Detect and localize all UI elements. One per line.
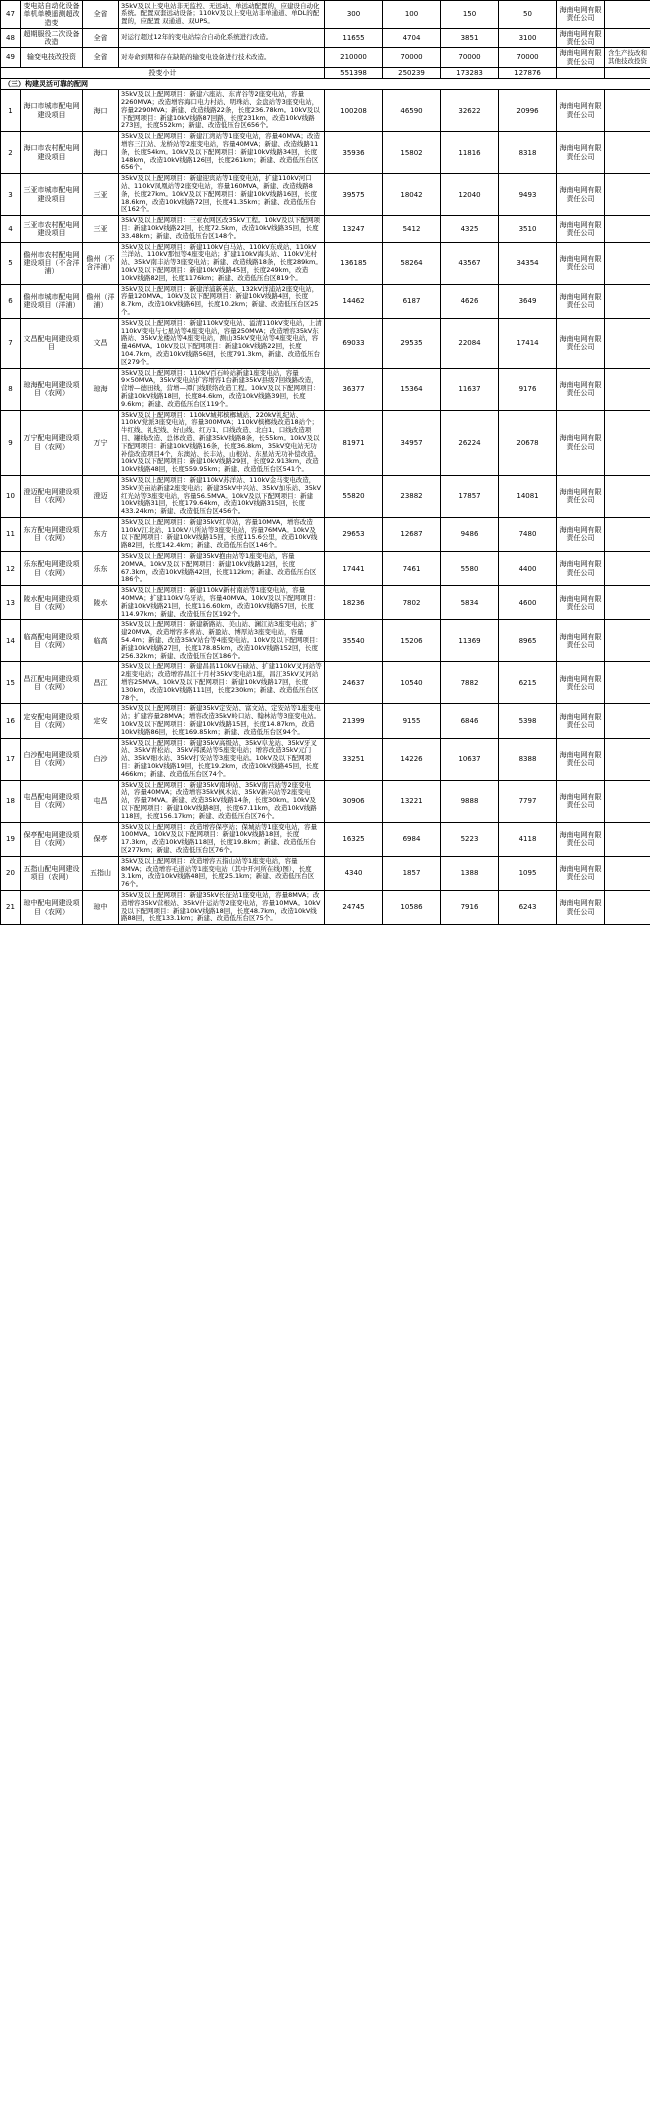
investment-year-1: 15802: [383, 132, 441, 174]
investment-total: 18236: [325, 586, 383, 620]
investment-total: 35540: [325, 620, 383, 662]
row-note: [605, 586, 650, 620]
row-index: 8: [1, 368, 21, 410]
project-location: 屯昌: [83, 780, 119, 822]
investment-total: 11655: [325, 28, 383, 48]
investment-total: 14462: [325, 284, 383, 318]
investment-year-3: 6215: [499, 662, 557, 704]
project-description: 35kV及以上配网项目：新建洋浦新英站、132kV洋浦站2座变电站，容量120MVA。10kV及以下配网项目：新建10kV线路4回，长度8.7km，改造10kV线路6回，长度10.2km；新建、改造低压台区25个。: [119, 284, 325, 318]
row-note: [605, 368, 650, 410]
investment-year-3: 8965: [499, 620, 557, 662]
table-row: [1, 586, 650, 620]
build-unit: 海南电网有限责任公司: [557, 132, 605, 174]
project-description: 35kV及以上配网项目：新建110kV变电站、溢清110kV变电站，上清110kV变电与七星站等4座变电站，容量250MVA；改造增容35kV东路站、35kV龙楼站等4座变电站，测山35kV变电站等4座变电站，容量46MVA。10kV及以下配网项目：新建10kV线路22回，长度104.7km，改造10kV线路56回，长度791.3km，新建、改造低压台区279个。: [119, 318, 325, 368]
project-name: 保亭配电网建设项目（农网）: [21, 822, 83, 856]
row-note: [605, 1, 650, 29]
table-row: [1, 410, 650, 475]
row-note: [605, 704, 650, 738]
investment-total: 210000: [325, 48, 383, 68]
investment-total: 24745: [325, 890, 383, 924]
table-row: [1, 1, 650, 29]
row-index: 6: [1, 284, 21, 318]
investment-year-1: 15206: [383, 620, 441, 662]
build-unit: 海南电网有限责任公司: [557, 780, 605, 822]
row-note: [605, 662, 650, 704]
investment-year-3: 1095: [499, 856, 557, 890]
investment-year-2: 9486: [441, 517, 499, 551]
investment-year-3: 14081: [499, 475, 557, 517]
project-location: 昌江: [83, 662, 119, 704]
table-row: [1, 48, 650, 68]
project-description: 35kV及以上配网项目：新建新路站、美山站、澜江站3座变电站；扩建20MVA，改造增容多喜站、新盈站、博厚站3座变电站，容量54.4m；新建、改造35kV站台等4座变电站。10kV及以下配网项目：新建10kV线路27回，长度178.85km，改造10kV线路152回，长度256.32km；新建、改造低压台区186个。: [119, 620, 325, 662]
build-unit: 海南电网有限责任公司: [557, 662, 605, 704]
investment-year-3: 6243: [499, 890, 557, 924]
row-note: [605, 856, 650, 890]
investment-year-3: 3649: [499, 284, 557, 318]
project-description: 35kV及以上配网项目：新建昌昌110kV石碌站、扩建110kV叉河站等2座变电站；改造增容昌江十月村35kV变电站1座，昌江35kV叉河站增容25MVA。10kV及以下配网项目：新建10kV线路17回，长度130km，改造10kV线路111回，长度230km；新建、改造低压台区78个。: [119, 662, 325, 704]
project-location: 琼海: [83, 368, 119, 410]
row-note: [605, 620, 650, 662]
project-description: 35kV及以上配网项目：新建江湾站等1座变电站，容量40MVA；改造增容三江站、龙桥站等2座变电站，容量40MVA；新建、改造线路11条，长度54km。10kV及以下配网项目：新建10kV线路34回，长度148km，改造10kV线路126回，长度261km；新建、改造低压台区656个。: [119, 132, 325, 174]
investment-year-2: 6846: [441, 704, 499, 738]
row-index: 9: [1, 410, 21, 475]
investment-year-1: 15364: [383, 368, 441, 410]
investment-total: 13247: [325, 216, 383, 242]
build-unit: 海南电网有限责任公司: [557, 410, 605, 475]
subtotal-value: 173283: [441, 67, 499, 78]
investment-year-2: 7916: [441, 890, 499, 924]
project-location: 万宁: [83, 410, 119, 475]
row-index: 21: [1, 890, 21, 924]
investment-year-1: 29535: [383, 318, 441, 368]
build-unit: 海南电网有限责任公司: [557, 174, 605, 216]
project-description: 35kV及以上配网项目：新建35kV长征站1座变电站，容量8MVA；改造增容35kV营根站、35kV什运站等2座变电站，容量10MVA。10kV及以下配网项目：新建10kV线路18回，长度48.7km，改造10kV线路88回，长度133.1km；新建、改造低压台区75个。: [119, 890, 325, 924]
row-note: [605, 90, 650, 132]
project-name: 儋州市农村配电网建设项目（不含洋浦）: [21, 242, 83, 284]
project-location: 海口: [83, 90, 119, 132]
investment-year-1: 14226: [383, 738, 441, 780]
investment-year-2: 43567: [441, 242, 499, 284]
project-description: 对运行超过12年的变电站综合自动化系统进行改造。: [119, 28, 325, 48]
row-note: [605, 318, 650, 368]
investment-year-2: 1388: [441, 856, 499, 890]
project-name: 儋州市城市配电网建设项目（洋浦）: [21, 284, 83, 318]
build-unit: 海南电网有限责任公司: [557, 475, 605, 517]
table-row: [1, 517, 650, 551]
project-description: 35kV及以上配网项目：三亚农网区改35kV工程。10kV及以下配网项目：新建10kV线路22回，长度72.5km，改造10kV线路35回，长度33.48km；新建、改造低压台区148个。: [119, 216, 325, 242]
subtotal-value: 250239: [383, 67, 441, 78]
investment-year-2: 5223: [441, 822, 499, 856]
row-note: [605, 552, 650, 586]
table-row: [1, 552, 650, 586]
build-unit: 海南电网有限责任公司: [557, 704, 605, 738]
investment-total: 81971: [325, 410, 383, 475]
table-row: [1, 284, 650, 318]
investment-year-2: 9888: [441, 780, 499, 822]
investment-year-2: 17857: [441, 475, 499, 517]
investment-year-3: 3100: [499, 28, 557, 48]
investment-total: 16325: [325, 822, 383, 856]
build-unit: 海南电网有限责任公司: [557, 48, 605, 68]
row-index: 3: [1, 174, 21, 216]
investment-year-2: 4325: [441, 216, 499, 242]
row-note: [605, 132, 650, 174]
project-location: 澄迈: [83, 475, 119, 517]
row-index: 18: [1, 780, 21, 822]
project-location: 定安: [83, 704, 119, 738]
row-index: 5: [1, 242, 21, 284]
row-note: [605, 890, 650, 924]
project-name: 三亚市农村配电网建设项目: [21, 216, 83, 242]
project-name: 白沙配电网建设项目（农网）: [21, 738, 83, 780]
project-location: 文昌: [83, 318, 119, 368]
project-name: 变电站自动化设备单机单模遥测超改造变: [21, 1, 83, 29]
project-location: 全省: [83, 28, 119, 48]
investment-year-3: 9176: [499, 368, 557, 410]
investment-year-3: 4600: [499, 586, 557, 620]
build-unit: 海南电网有限责任公司: [557, 620, 605, 662]
investment-year-1: 10540: [383, 662, 441, 704]
project-description: 对寿命到期和存在缺陷的输变电设备进行技术改造。: [119, 48, 325, 68]
build-unit: 海南电网有限责任公司: [557, 318, 605, 368]
project-description: 35kV及以上配网项目：新建110kV苏洋站、110kV金马变电改造，35kV美亩站新建2座变电站；新建35kV中兴站、35kV加乐站、35kV红光站等3座变电站，容量56.5MVA。10kV及以下配网项目：新建10kV线路31回，长度179.64km，改造10kV线路315回，长度433.24km；新建、改造低压台区456个。: [119, 475, 325, 517]
row-note: [605, 822, 650, 856]
investment-year-1: 58264: [383, 242, 441, 284]
investment-year-1: 12687: [383, 517, 441, 551]
subtotal-label: 投变小计: [1, 67, 325, 78]
project-description: 35kV及以上配网项目：新建35kV抱由站等1座变电站，容量20MVA。10kV及以下配网项目：新建10kV线路12回，长度67.3km，改造10kV线路42回，长度112km；新建、改造低压台区186个。: [119, 552, 325, 586]
project-description: 35kV及以上配网项目：新建110kV新村南站等1座变电站，容量40MVA；扩建110kV乌牙站，容量40MVA。10kV及以下配网项目：新建10kV线路21回，长度116.60km，改造10kV线路57回，长度114.97km；新建、改造低压台区192个。: [119, 586, 325, 620]
row-index: 13: [1, 586, 21, 620]
investment-year-3: 3510: [499, 216, 557, 242]
project-location: 东方: [83, 517, 119, 551]
investment-year-1: 7461: [383, 552, 441, 586]
investment-year-1: 10586: [383, 890, 441, 924]
project-location: 全省: [83, 48, 119, 68]
project-location: 陵水: [83, 586, 119, 620]
table-row: [1, 28, 650, 48]
investment-year-2: 11816: [441, 132, 499, 174]
row-index: 14: [1, 620, 21, 662]
project-name: 海口市城市配电网建设项目: [21, 90, 83, 132]
project-location: 乐东: [83, 552, 119, 586]
project-description: 35kV及以上配网项目：新建35kV高级站、35kV阜龙站、35kV牙叉站、35kV青松站、35kV邦溪站等5座变电站；增容改造35kV元门站、35kV细水站、35kV打安站等3座变电站。10kV及以下配网项目：新建10kV线路19回，长度19.2km，改造10kV线路45回，长度466km；新建、改造低压台区74个。: [119, 738, 325, 780]
table-row: [1, 704, 650, 738]
project-description: 35kV及以上配网项目：新建35kV红草站，容量10MVA，增容改造110kV江北站、110kV八所站等3座变电站，容量76MVA。10kV及以下配网项目：新建10kV线路15回，长度115.6公里，改造10kV线路82回，长度142.4km；新建、改造低压台区146个。: [119, 517, 325, 551]
project-location: 临高: [83, 620, 119, 662]
investment-total: 35936: [325, 132, 383, 174]
investment-year-1: 5412: [383, 216, 441, 242]
row-note: [605, 410, 650, 475]
investment-year-3: 7797: [499, 780, 557, 822]
table-row: [1, 780, 650, 822]
project-name: 屯昌配电网建设项目（农网）: [21, 780, 83, 822]
investment-year-2: 32622: [441, 90, 499, 132]
investment-total: 21399: [325, 704, 383, 738]
investment-total: 39575: [325, 174, 383, 216]
investment-year-1: 1857: [383, 856, 441, 890]
build-unit: 海南电网有限责任公司: [557, 552, 605, 586]
project-name: 万宁配电网建设项目（农网）: [21, 410, 83, 475]
investment-year-1: 100: [383, 1, 441, 29]
investment-year-3: 8388: [499, 738, 557, 780]
project-description: 35kV及以上配网项目：110kV城邦槟榔城站、220kV礼纪站、110kV党派3座变电站，容量300MVA；110kV槟榔线改造18站个；牛红线、礼纪线、好山线、红万1、口线改造、北白1、口线改造项目、罐线改造、总体改造、新建35kV线路8条，长55km。10kV及以下配网项目：新建10kV线路16条，长度36.8km，35kV变电站无功补偿改造项目4个，东澳站、长丰站、山根站、东星站无功补偿改造。10kV及以下配网项目：新建10kV线路29回，长度92.913km，改造10kV线路48回，长度559.95km；新建、改造低压台区541个。: [119, 410, 325, 475]
project-description: 35kV及以上配网项目：新建迎宾站等1座变电站，扩建110kV河口站、110kV凤凰站等2座变电站，容量160MVA，新建、改造线路8条，长度27km。10kV及以下配网项目：新建10kV线路16回，长度18.6km，改造10kV线路72回，长度41.35km；新建、改造低压台区162个。: [119, 174, 325, 216]
table-body: [1, 1, 650, 925]
table-row: [1, 90, 650, 132]
project-location: 儋州（不含洋浦）: [83, 242, 119, 284]
investment-year-3: 20996: [499, 90, 557, 132]
build-unit: 海南电网有限责任公司: [557, 856, 605, 890]
investment-year-3: 5398: [499, 704, 557, 738]
investment-year-3: 17414: [499, 318, 557, 368]
row-note: [605, 738, 650, 780]
project-name: 琼中配电网建设项目（农网）: [21, 890, 83, 924]
project-name: 昌江配电网建设项目（农网）: [21, 662, 83, 704]
investment-year-3: 4400: [499, 552, 557, 586]
project-description: 35kV及以上配网项目：新建110kV白马站、110kV东成站、110kV兰洋站、110kV那恒等4座变电站；扩建110kV海头站、110kV光村站、35kV南丰站等3座变电站；新建、改造线路18条，长度289km。10kV及以下配网项目：新建10kV线路45回，长度249km，改造10kV线路82回，长度1176km；新建、改造低压台区819个。: [119, 242, 325, 284]
row-index: 7: [1, 318, 21, 368]
row-note: [605, 780, 650, 822]
build-unit: 海南电网有限责任公司: [557, 216, 605, 242]
project-name: 文昌配电网建设项目: [21, 318, 83, 368]
row-note: [605, 242, 650, 284]
project-location: 三亚: [83, 216, 119, 242]
project-location: 保亭: [83, 822, 119, 856]
build-unit: 海南电网有限责任公司: [557, 586, 605, 620]
investment-year-2: 10637: [441, 738, 499, 780]
investment-year-2: 11369: [441, 620, 499, 662]
project-name: 乐东配电网建设项目（农网）: [21, 552, 83, 586]
investment-year-1: 13221: [383, 780, 441, 822]
table-row: [1, 132, 650, 174]
investment-year-1: 23882: [383, 475, 441, 517]
investment-year-2: 70000: [441, 48, 499, 68]
row-index: 4: [1, 216, 21, 242]
investment-year-1: 6187: [383, 284, 441, 318]
table-row: [1, 318, 650, 368]
section-label: （三）构建灵活可靠的配网: [1, 79, 650, 90]
investment-year-1: 6984: [383, 822, 441, 856]
table-row: [1, 662, 650, 704]
investment-year-2: 150: [441, 1, 499, 29]
table-subtotal-row: [1, 67, 650, 78]
build-unit: 海南电网有限责任公司: [557, 822, 605, 856]
row-note: [605, 475, 650, 517]
row-index: 19: [1, 822, 21, 856]
project-location: 全省: [83, 1, 119, 29]
investment-total: 29653: [325, 517, 383, 551]
project-name: 东方配电网建设项目（农网）: [21, 517, 83, 551]
investment-year-1: 9155: [383, 704, 441, 738]
investment-year-1: 7802: [383, 586, 441, 620]
row-index: 1: [1, 90, 21, 132]
project-name: 定安配电网建设项目（农网）: [21, 704, 83, 738]
project-name: 陵水配电网建设项目（农网）: [21, 586, 83, 620]
investment-year-3: 4118: [499, 822, 557, 856]
project-location: 三亚: [83, 174, 119, 216]
row-index: 49: [1, 48, 21, 68]
investment-total: 136185: [325, 242, 383, 284]
project-location: 白沙: [83, 738, 119, 780]
row-index: 47: [1, 1, 21, 29]
project-description: 35kV及以上配网项目：改造增容五指山站等1座变电站，容量8MVA；改造增容毛道站等1座变电站（其中开河所在线)图）、长度3.1km，改造10kV线路48回，长度25.1km；新建、改造低压台区76个。: [119, 856, 325, 890]
investment-year-3: 7480: [499, 517, 557, 551]
row-index: 17: [1, 738, 21, 780]
row-index: 2: [1, 132, 21, 174]
row-index: 48: [1, 28, 21, 48]
investment-year-1: 46590: [383, 90, 441, 132]
table-row: [1, 856, 650, 890]
row-index: 12: [1, 552, 21, 586]
project-name: 三亚市城市配电网建设项目: [21, 174, 83, 216]
table-row: [1, 475, 650, 517]
project-location: 五指山: [83, 856, 119, 890]
spreadsheet-table: [0, 0, 650, 925]
investment-year-2: 3851: [441, 28, 499, 48]
investment-total: 33251: [325, 738, 383, 780]
build-unit: 海南电网有限责任公司: [557, 517, 605, 551]
subtotal-value: 551398: [325, 67, 383, 78]
table-row: [1, 368, 650, 410]
row-index: 10: [1, 475, 21, 517]
project-name: 琼海配电网建设项目（农网）: [21, 368, 83, 410]
investment-year-2: 22084: [441, 318, 499, 368]
investment-total: 69033: [325, 318, 383, 368]
build-unit: 海南电网有限责任公司: [557, 890, 605, 924]
project-location: 海口: [83, 132, 119, 174]
row-note: 含生产技改和其他技改投资: [605, 48, 650, 68]
row-note: [605, 174, 650, 216]
investment-year-2: 5580: [441, 552, 499, 586]
investment-year-2: 7882: [441, 662, 499, 704]
build-unit: 海南电网有限责任公司: [557, 90, 605, 132]
investment-total: 24637: [325, 662, 383, 704]
table-row: [1, 738, 650, 780]
row-index: 16: [1, 704, 21, 738]
project-description: 35kV及以上配网项目：新建六座站、东青谷等2座变电站，容量2260MVA；改造增容海口电力村站、明珠站、金盘站等3座变电站，容量2290MVA；新建、改造线路22条，长度236.78km。10kV及以下配网项目：新建10kV线路87回路，长度231km，改造10kV线路273回，长度552km；新建、改造低压台区656个。: [119, 90, 325, 132]
build-unit: 海南电网有限责任公司: [557, 28, 605, 48]
row-note: [605, 284, 650, 318]
investment-total: 36377: [325, 368, 383, 410]
investment-year-2: 26224: [441, 410, 499, 475]
project-description: 35kV及以上配网项目：改造增容保亭站；保城站等1座变电站，容量100MVA。10kV及以下配网项目：新建10kV线路18回，长度17.3km，改造10kV线路118回，长度19.8km；新建、改造低压台区277km；新建、改造低压台区76个。: [119, 822, 325, 856]
subtotal-unit: [557, 67, 605, 78]
investment-total: 30906: [325, 780, 383, 822]
build-unit: 海南电网有限责任公司: [557, 284, 605, 318]
project-name: 临高配电网建设项目（农网）: [21, 620, 83, 662]
investment-year-3: 9493: [499, 174, 557, 216]
row-index: 20: [1, 856, 21, 890]
investment-year-1: 18042: [383, 174, 441, 216]
project-description: 35kV及以上配网项目：新建35kV南坤站、35kV南吕站等2座变电站，容量40MVA；改造增容35kV枫木站、35kV新兴站等2座变电站，容量7MVA。新建、改造35kV线路14条，长度30km。10kV及以下配网项目：新建10kV线路8回，长度67.11km，改造10kV线路118回，长度156.17km；新建、改造低压台区76个。: [119, 780, 325, 822]
row-index: 11: [1, 517, 21, 551]
build-unit: 海南电网有限责任公司: [557, 738, 605, 780]
table-row: [1, 890, 650, 924]
investment-year-3: 20678: [499, 410, 557, 475]
project-name: 海口市农村配电网建设项目: [21, 132, 83, 174]
investment-year-2: 5834: [441, 586, 499, 620]
row-note: [605, 28, 650, 48]
investment-year-3: 34354: [499, 242, 557, 284]
build-unit: 海南电网有限责任公司: [557, 368, 605, 410]
investment-year-3: 8318: [499, 132, 557, 174]
build-unit: 海南电网有限责任公司: [557, 1, 605, 29]
subtotal-value: 127876: [499, 67, 557, 78]
investment-year-2: 12040: [441, 174, 499, 216]
investment-total: 55820: [325, 475, 383, 517]
table-row: [1, 174, 650, 216]
investment-year-1: 34957: [383, 410, 441, 475]
table-section-row: [1, 79, 650, 90]
investment-total: 300: [325, 1, 383, 29]
investment-total: 17441: [325, 552, 383, 586]
investment-year-3: 50: [499, 1, 557, 29]
investment-year-1: 70000: [383, 48, 441, 68]
project-name: 输变电技改投资: [21, 48, 83, 68]
project-description: 35kV及以上变电站非无监控、无远动、单远动配置的，应建设自动化系统。配置双套远动设备；110kV及以上变电站非单通道、单DL的配置的，应配置 双通道、双UPS。: [119, 1, 325, 29]
row-note: [605, 216, 650, 242]
table-row: [1, 620, 650, 662]
project-name: 五指山配电网建设项目（农网）: [21, 856, 83, 890]
row-note: [605, 517, 650, 551]
investment-total: 4340: [325, 856, 383, 890]
investment-year-3: 70000: [499, 48, 557, 68]
row-index: 15: [1, 662, 21, 704]
build-unit: 海南电网有限责任公司: [557, 242, 605, 284]
table-row: [1, 822, 650, 856]
subtotal-note: [605, 67, 650, 78]
project-name: 澄迈配电网建设项目（农网）: [21, 475, 83, 517]
investment-total: 100208: [325, 90, 383, 132]
table-row: [1, 216, 650, 242]
investment-year-1: 4704: [383, 28, 441, 48]
project-location: 儋州（洋浦）: [83, 284, 119, 318]
project-name: 超期服役二次设备改造: [21, 28, 83, 48]
investment-year-2: 4626: [441, 284, 499, 318]
table-row: [1, 242, 650, 284]
project-location: 琼中: [83, 890, 119, 924]
investment-year-2: 11637: [441, 368, 499, 410]
project-description: 35kV及以上配网项目：110kV百石岭站新建1座变电站，容量9×50MVA，35kV变电站扩容增容1台新建35kV县级7回线路改造，营增—德田线，营增—潭门线联络改造工程。10kV及以下配网项目：新建10kV线路18回，长度84.6km，改造10kV线路39回，长度9.6km；新建、改造低压台区119个。: [119, 368, 325, 410]
project-description: 35kV及以上配网项目：新建35kV定安站、富文站、定安站等1座变电站；扩建容量28MVA；增容改造35kV岭口站、翰林站等3座变电站。10kV及以下配网项目：新建10kV线路15回，长度14.87km，改造10kV线路86回，长度169.85km；新建、改造低压台区94个。: [119, 704, 325, 738]
investment-plan-table: [0, 0, 650, 925]
